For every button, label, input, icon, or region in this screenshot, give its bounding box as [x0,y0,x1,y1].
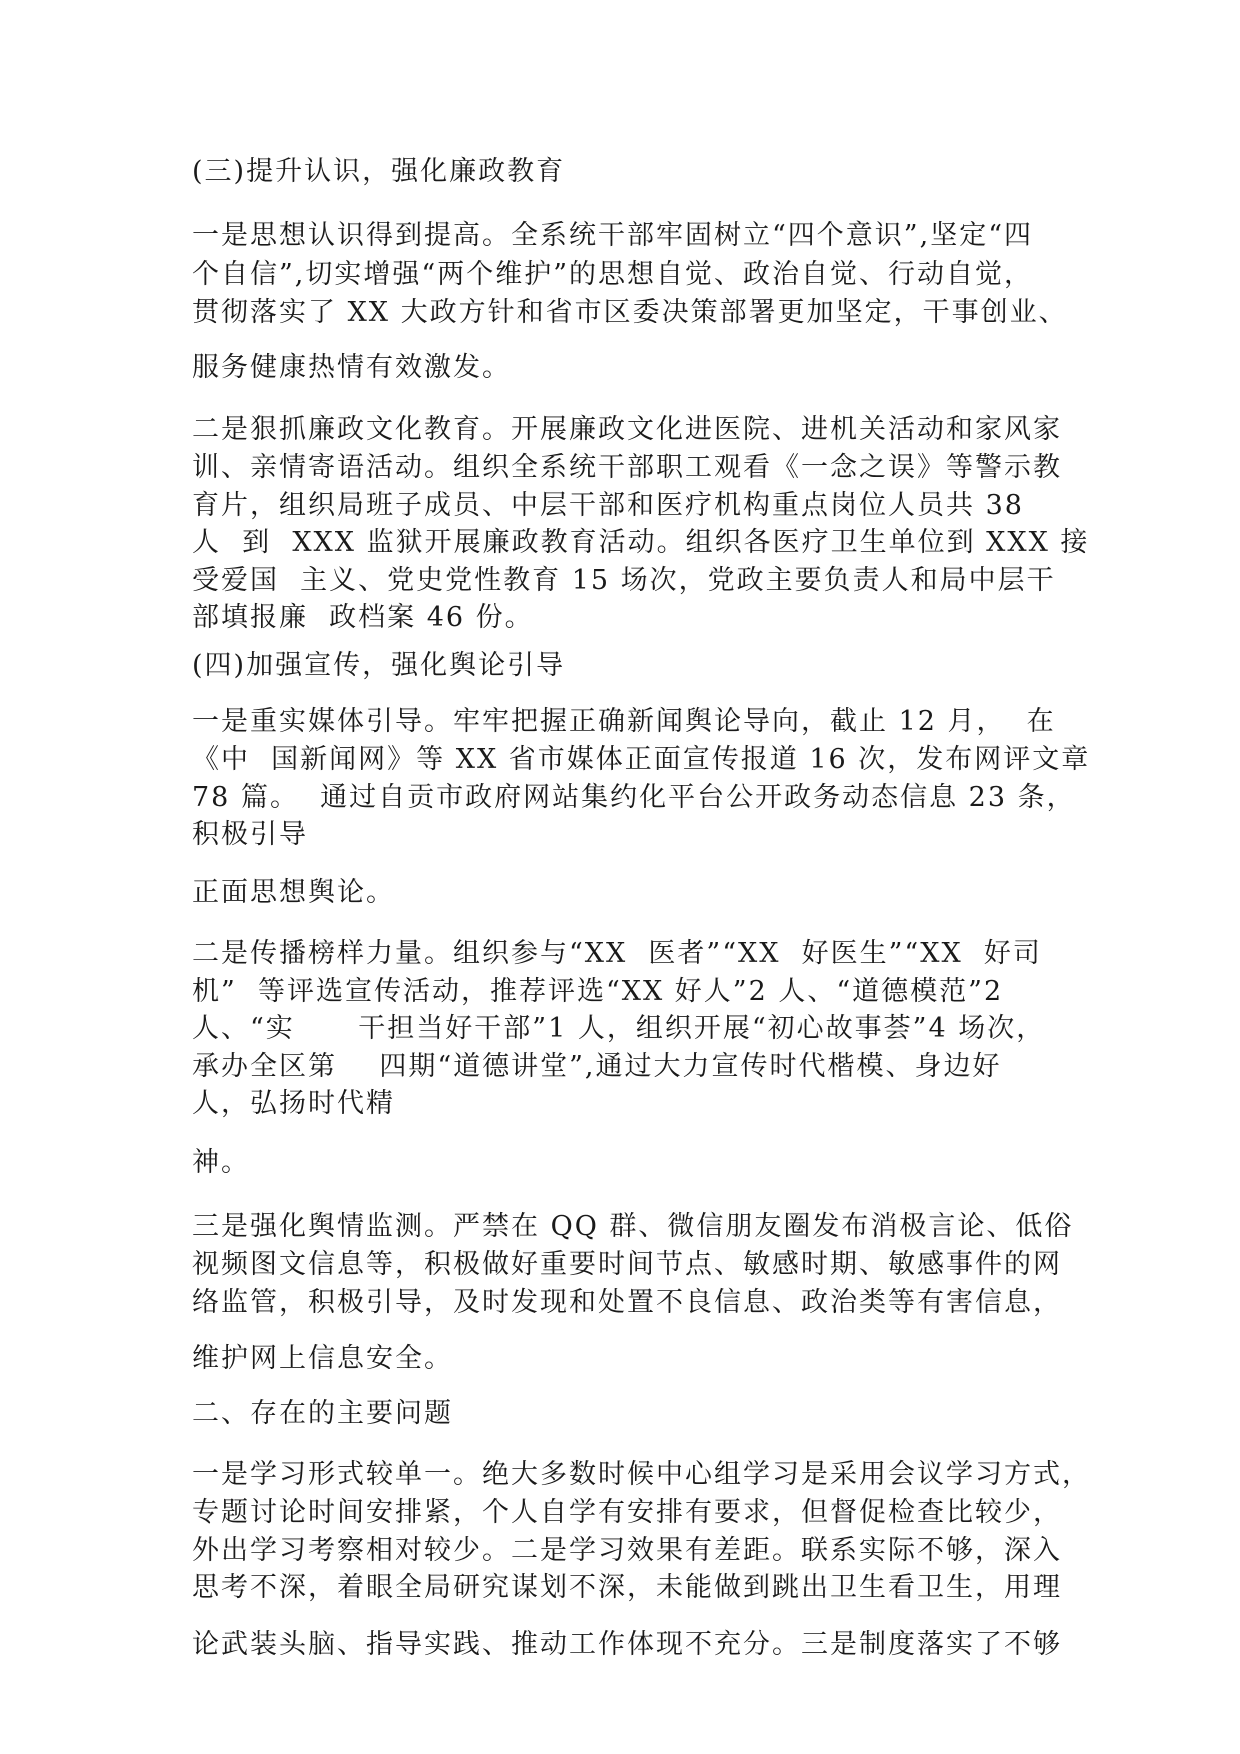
paragraph-line: 外出学习考察相对较少。二是学习效果有差距。联系实际不够，深入 [192,1535,1062,1566]
section-heading-4: (四)加强宣传，强化舆论引导 [192,650,566,681]
section-heading-3: (三)提升认识，强化廉政教育 [192,156,566,187]
paragraph-line: 承办全区第 四期“道德讲堂”,通过大力宣传时代楷模、身边好 [192,1051,1002,1082]
paragraph-line: 人，弘扬时代精 [192,1088,395,1119]
paragraph-line: 人 到 XXX 监狱开展廉政教育活动。组织各医疗卫生单位到 XXX 接 [192,527,1090,558]
paragraph-line: 二是狠抓廉政文化教育。开展廉政文化进医院、进机关活动和家风家 [192,414,1062,445]
paragraph-line: 正面思想舆论。 [192,877,395,908]
paragraph-line: 络监管，积极引导，及时发现和处置不良信息、政治类等有害信息， [192,1287,1062,1318]
paragraph-line: 专题讨论时间安排紧，个人自学有安排有要求，但督促检查比较少， [192,1497,1062,1528]
paragraph-line: 思考不深，着眼全局研究谋划不深，未能做到跳出卫生看卫生，用理 [192,1572,1062,1603]
paragraph-line: 受爱国 主义、党史党性教育 15 场次，党政主要负责人和局中层干 [192,565,1056,596]
paragraph-line: 贯彻落实了 XX 大政方针和省市区委决策部署更加坚定，干事创业、 [192,297,1068,328]
paragraph-line: 78 篇。 通过自贡市政府网站集约化平台公开政务动态信息 23 条， [192,782,1076,813]
paragraph-line: 二是传播榜样力量。组织参与“XX 医者”“XX 好医生”“XX 好司 [192,938,1042,969]
paragraph-line: 育片，组织局班子成员、中层干部和医疗机构重点岗位人员共 38 [192,490,1024,521]
paragraph-line: 论武装头脑、指导实践、推动工作体现不充分。三是制度落实了不够 [192,1629,1062,1660]
paragraph-line: 一是思想认识得到提高。全系统干部牢固树立“四个意识”,坚定“四 [192,220,1033,251]
paragraph-line: 部填报廉 政档案 46 份。 [192,602,534,633]
paragraph-line: 维护网上信息安全。 [192,1343,453,1374]
paragraph-line: 个自信”,切实增强“两个维护”的思想自觉、政治自觉、行动自觉， [192,259,1033,290]
paragraph-line: 一是重实媒体引导。牢牢把握正确新闻舆论导向，截止 12 月， 在 [192,706,1056,737]
paragraph-line: 《中 国新闻网》等 XX 省市媒体正面宣传报道 16 次，发布网评文章 [192,744,1091,775]
paragraph-line: 训、亲情寄语活动。组织全系统干部职工观看《一念之误》等警示教 [192,452,1062,483]
paragraph-line: 一是学习形式较单一。绝大多数时候中心组学习是采用会议学习方式， [192,1459,1091,1490]
paragraph-line: 机” 等评选宣传活动，推荐评选“XX 好人”2 人、“道德模范”2 [192,976,1004,1007]
paragraph-line: 三是强化舆情监测。严禁在 QQ 群、微信朋友圈发布消极言论、低俗 [192,1211,1074,1242]
section-heading-2: 二、存在的主要问题 [192,1398,453,1429]
paragraph-line: 人、“实 干担当好干部”1 人，组织开展“初心故事荟”4 场次， [192,1013,1046,1044]
paragraph-line: 神。 [192,1147,250,1178]
paragraph-line: 积极引导 [192,819,308,850]
paragraph-line: 服务健康热情有效激发。 [192,352,511,383]
paragraph-line: 视频图文信息等，积极做好重要时间节点、敏感时期、敏感事件的网 [192,1249,1062,1280]
